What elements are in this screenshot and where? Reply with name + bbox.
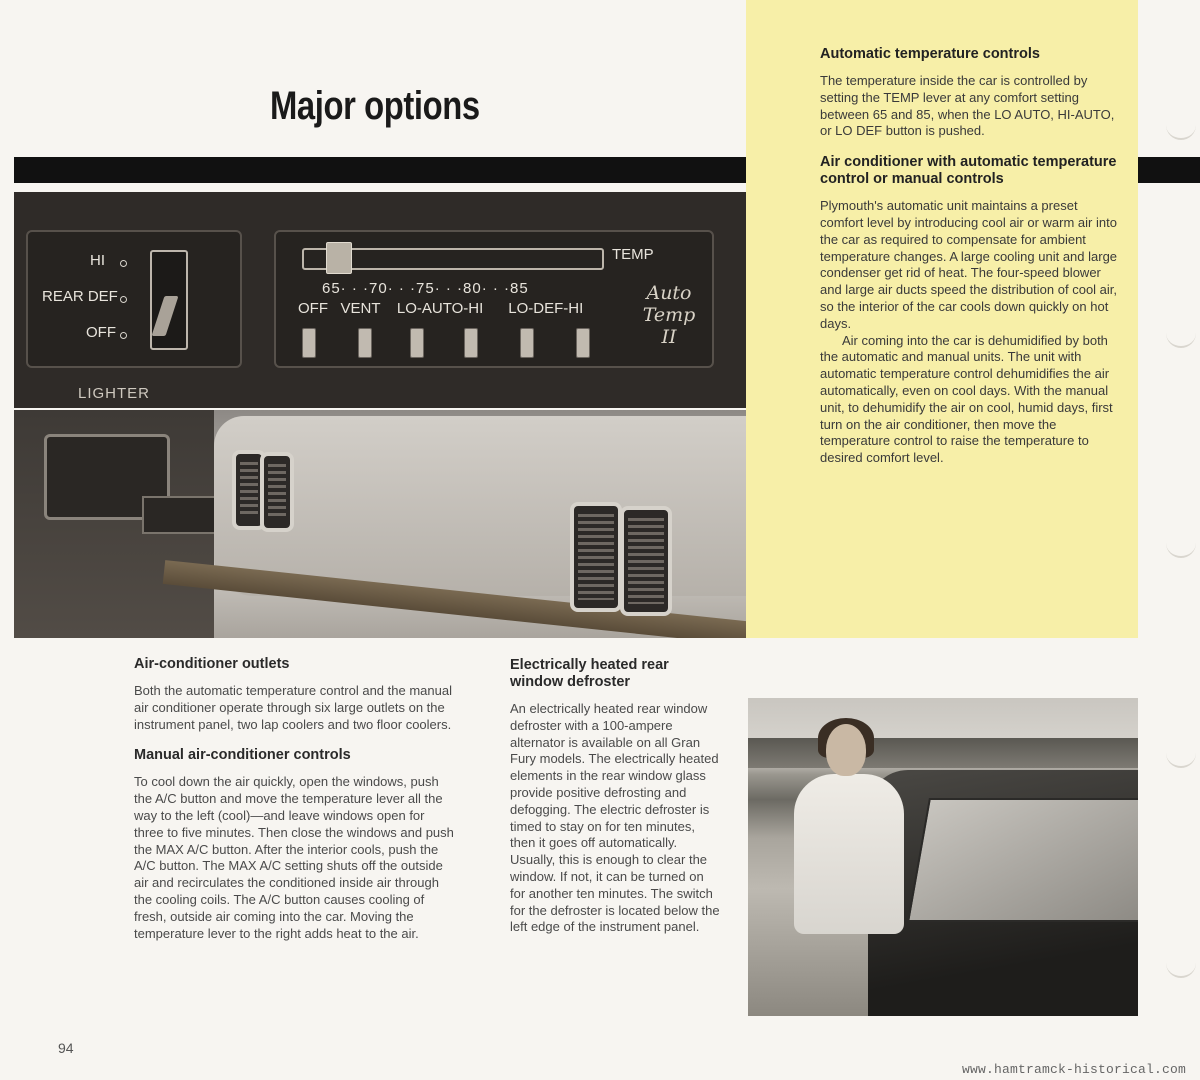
- air-outlet: [260, 452, 294, 532]
- temp-label: TEMP: [612, 246, 654, 263]
- heading-manual-ac: Manual air-conditioner controls: [134, 747, 351, 764]
- mode-button: [410, 328, 424, 358]
- auto-temp-control-panel: [274, 230, 714, 368]
- sidebar-paragraph-2: Plymouth's automatic unit maintains a preset comfort level by introducing cool air or warm air into the car as required to compensate for ambient temperature changes. A large cooling unit and large condenser get rid of heat. The four-speed blower and large air ducts speed the distribution of cool air, so the interior of the car cools down quickly on hot days.: [820, 198, 1118, 331]
- heading-ac-outlets: Air-conditioner outlets: [134, 656, 290, 672]
- lighter-label: LIGHTER: [78, 385, 151, 402]
- indicator-dot: [120, 296, 127, 303]
- binder-hole: [1166, 956, 1196, 978]
- page-title: Major options: [270, 84, 480, 128]
- binder-hole: [1166, 536, 1196, 558]
- sidebar-panel: [746, 0, 1138, 638]
- rear-defroster-switch-panel: [26, 230, 242, 368]
- divider-band: [14, 157, 746, 183]
- binder-hole: [1166, 118, 1196, 140]
- sidebar-heading-air-conditioner: Air conditioner with automatic temperature control or manual controls: [820, 154, 1117, 188]
- binder-hole: [1166, 746, 1196, 768]
- air-outlet: [570, 502, 622, 612]
- paragraph-rear-defroster: An electrically heated rear window defroster with a 100-ampere alternator is available on all Gran Fury models. The electrically heated elements in the rear window glass provide positive defrosting and defogging. The electric defroster is timed to stay on for ten minutes, then it goes off automatically. Usually, this is enough to clear the window. If not, it can be turned on for another ten minutes. The switch for the defroster is located below the left edge of the instrument panel.: [510, 701, 720, 935]
- hi-label: HI: [90, 252, 105, 269]
- page-number: 94: [58, 1040, 74, 1056]
- air-outlet: [620, 506, 672, 616]
- paragraph-ac-outlets: Both the automatic temperature control and the manual air conditioner operate through six large outlets on the instrument panel, two lap coolers and two floor coolers.: [134, 683, 452, 732]
- auto-temp-logo: [634, 282, 704, 348]
- heading-rear-defroster: Electrically heated rear window defroster: [510, 657, 669, 690]
- indicator-dot: [120, 260, 127, 267]
- control-panel-photo: [14, 192, 746, 408]
- tree-line: [748, 738, 1138, 768]
- watermark: www.hamtramck-historical.com: [962, 1062, 1187, 1077]
- temp-slider-knob: [326, 242, 352, 274]
- woman-with-car-photo: [748, 698, 1138, 1016]
- paragraph-manual-ac: To cool down the air quickly, open the windows, push the A/C button and move the temperature lever all the way to the left (cool)—and leave windows open for three to five minutes. Then close the windows and push the MAX A/C button. After the interior cools, push the A/C button. The MAX A/C setting shuts off the outside air and recirculates the conditioned inside air through the cooling coils. The A/C button causes cooling of fresh, outside air coming into the car. Moving the temperature lever to the right adds heat to the air.: [134, 774, 454, 941]
- column-2: [510, 657, 722, 950]
- dashboard-photo: [14, 410, 746, 638]
- divider-band-right: [1138, 157, 1200, 183]
- sidebar-paragraph-air-conditioner: [820, 198, 1120, 467]
- rear-def-label: REAR DEF: [42, 288, 118, 305]
- auto-temp-logo-line1: Auto: [646, 282, 692, 304]
- sidebar-paragraph-3: Air coming into the car is dehumidified by both the automatic and manual units. The unit with automatic temperature control dehumidifies the air automatically, even on cool days. With the manual unit, to dehumidify the air on cool, humid days, first turn on the air conditioner, then move the temperature control to raise the temperature to desired comfort level.: [820, 332, 1113, 466]
- woman: [794, 774, 904, 934]
- off-label: OFF: [86, 324, 116, 341]
- auto-temp-logo-line2: Temp II: [642, 304, 696, 348]
- sidebar-heading-auto-temp: Automatic temperature controls: [820, 46, 1040, 62]
- indicator-dot: [120, 332, 127, 339]
- column-1: [134, 656, 454, 956]
- mode-button: [464, 328, 478, 358]
- binder-hole: [1166, 326, 1196, 348]
- mode-labels: OFF VENT LO-AUTO-HI LO-DEF-HI: [298, 300, 584, 317]
- sidebar-paragraph-auto-temp: The temperature inside the car is controlled by setting the TEMP lever at any comfort setting between 65 and 85, when the LO AUTO, HI-AUTO, or LO DEF button is pushed.: [820, 73, 1115, 139]
- woman-face: [826, 724, 866, 776]
- rear-window: [907, 798, 1138, 922]
- mode-button: [520, 328, 534, 358]
- mode-button: [302, 328, 316, 358]
- temp-scale: 65· · ·70· · ·75· · ·80· · ·85: [322, 280, 529, 297]
- rear-def-switch: [150, 250, 188, 350]
- mode-button: [576, 328, 590, 358]
- mode-button: [358, 328, 372, 358]
